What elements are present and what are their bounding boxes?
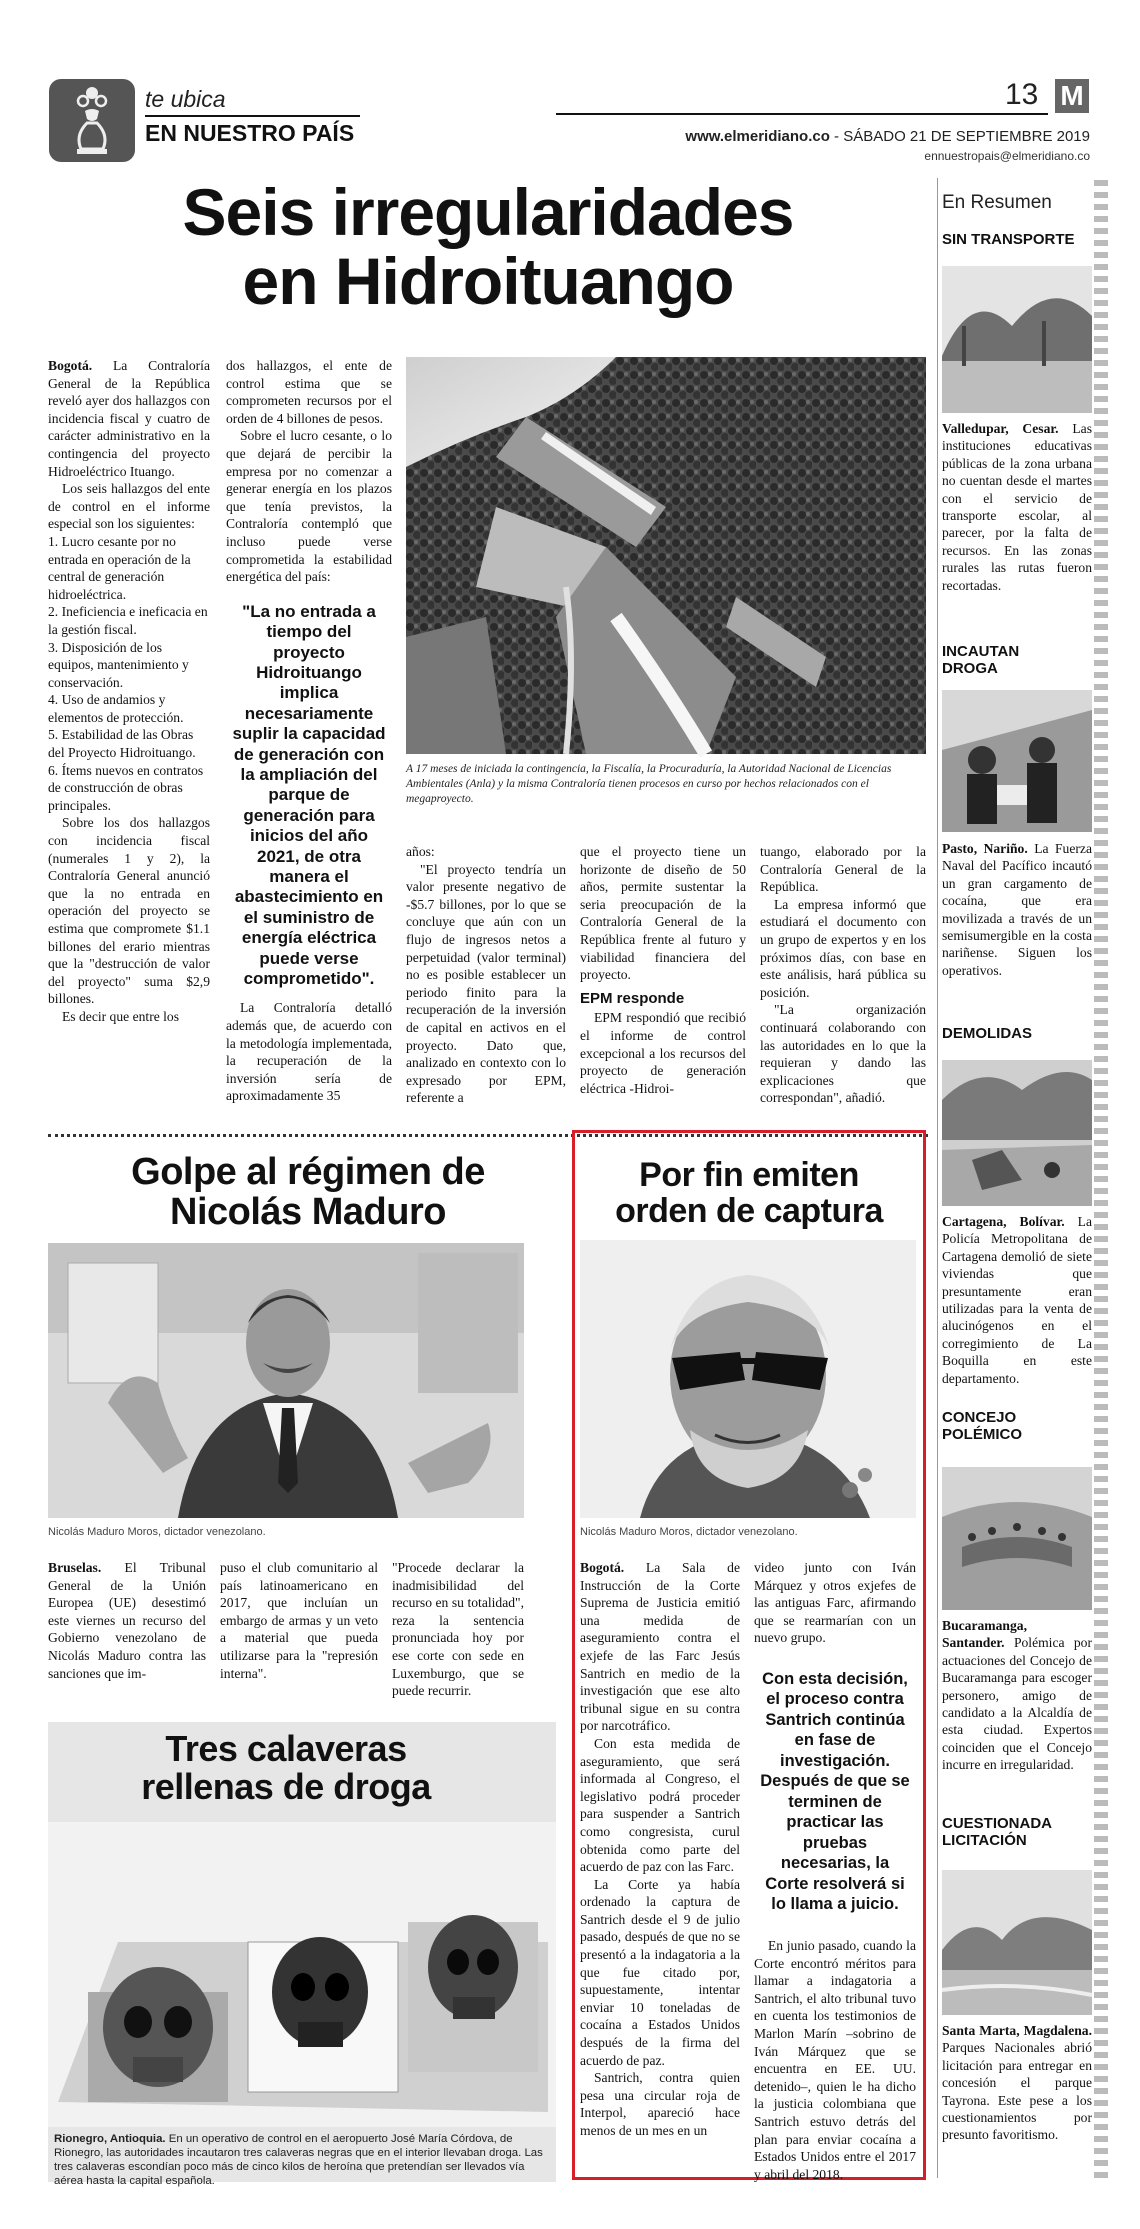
pawn-icon xyxy=(49,79,135,162)
skulls-photo xyxy=(48,1822,556,2127)
paragraph: Con esta medida de aseguramiento, que será informada al Congreso, el legislativo podrá proceder para suspender a Santrich como congresista, curul obtenida como parte del acuerdo de paz con las Farc. xyxy=(580,1735,740,1875)
paragraph: La Sala de Instrucción de la Corte Suprema de Justicia emitió una medida de aseguramiento contra el exjefe de las Farc Jesús Santrich en medio de la investigación que ese alto tribunal sigue en su contra por narcotráfico. xyxy=(580,1560,740,1734)
paragraph: En junio pasado, cuando la Corte encontró méritos para llamar a indagatoria a Santrich, el alto tribunal tuvo en cuenta los testimonios de Marlon Marín –sobrino de Iván Márquez que se encuentra en EE. UU. detenido–, quien le ha dicho la justicia colombiana que Santrich estuvo detrás del plan para enviar cocaína a Estados Unidos entre el 2017 y abril del 2018. xyxy=(754,1937,916,2182)
paragraph: "Procede declarar la inadmisibilidad del recurso en su totalidad", reza la sentencia pronunciada hoy por ese corte con sede en Luxemburgo, que se puede recurrir. xyxy=(392,1560,524,1699)
main-col-4 xyxy=(580,843,746,1133)
paragraph: La Policía Metropolitana de Cartagena demolió de siete viviendas que presuntamente eran utilizadas para la venta de alucinógenos en el corregimiento de La Boquilla en este departamento. xyxy=(942,1214,1092,1386)
dateline: Bucaramanga, Santander. xyxy=(942,1618,1027,1651)
section-email[interactable]: ennuestropais@elmeridiano.co xyxy=(924,149,1090,163)
santrich-headline-line1: Por fin emiten xyxy=(639,1156,859,1194)
findings-list: 1. Lucro cesante por no entrada en operación de la central de generación hidroeléctrica. 2. Ineficiencia e ineficacia en la gestión fiscal. 3. Disposición de los equipos, mantenimiento y conservación. 4. Uso de andamios y elementos de protección. 5. Estabilidad de las Obras del Proyecto Hidroituango. 6. Ítems nuevos en contratos de construcción de obras principales. xyxy=(48,533,208,813)
paragraph: video junto con Iván Márquez y otros exjefes de las antiguas Farc, afirmando que se rearmarían con un nuevo grupo. xyxy=(754,1560,916,1646)
dateline: Bruselas. xyxy=(48,1560,102,1575)
paragraph: El Tribunal General de la Unión Europea (UE) desestimó este viernes un recurso del Gobierno venezolano de Nicolás Maduro contra las sanciones que im- xyxy=(48,1560,206,1681)
dateline: Bogotá. xyxy=(580,1560,625,1575)
santrich-photo xyxy=(580,1240,916,1518)
maduro-photo xyxy=(48,1243,524,1518)
maduro-col-2 xyxy=(220,1559,378,1682)
sidebar-text-4 xyxy=(942,1617,1092,1774)
paragraph: tuango, elaborado por la Contraloría General de la República. xyxy=(760,844,926,895)
maduro-col-3 xyxy=(392,1559,524,1700)
sidebar-photo-4 xyxy=(942,1467,1092,1610)
dateline: Pasto, Nariño. xyxy=(942,841,1028,856)
maduro-headline xyxy=(48,1153,568,1233)
page-number: 13 xyxy=(1005,78,1039,111)
paragraph: La Corte ya había ordenado la captura de Santrich desde el 9 de julio pasado, después de que no se presentó a la indagatoria a la que fue citado por, supuestamente, intentar enviar 10 toneladas de cocaína a Estados Unidos después de la firma del acuerdo de paz. xyxy=(580,1876,740,2068)
skulls-headline-line1: Tres calaveras xyxy=(165,1728,407,1769)
header-dateline xyxy=(660,128,1090,145)
sidebar-heading-3: DEMOLIDAS xyxy=(942,1025,1032,1042)
dateline: Valledupar, Cesar. xyxy=(942,421,1059,436)
subhead: EPM responde xyxy=(580,989,685,1007)
paragraph: puso el club comunitario al país latinoamericano en 2017, que incluían un embargo de armas y un veto a material que pueda utilizarse para la "represión interna". xyxy=(220,1560,378,1681)
maduro-headline-line1: Golpe al régimen de xyxy=(131,1151,485,1193)
sidebar-text-5 xyxy=(942,2022,1092,2144)
sidebar-heading-4: CONCEJO POLÉMICO xyxy=(942,1409,1023,1443)
santrich-headline-line2: orden de captura xyxy=(615,1191,883,1230)
paragraph: La Contraloría detalló además que, de acuerdo con la metodología implementada, la recuperación de la inversión sería de aproximadamente 35 xyxy=(226,1000,392,1104)
main-col-3 xyxy=(406,843,566,1133)
dateline: Bogotá. xyxy=(48,358,93,373)
section-title: EN NUESTRO PAÍS xyxy=(145,120,355,146)
skulls-box xyxy=(48,1722,556,2187)
santrich-col-1 xyxy=(580,1559,740,2169)
main-headline xyxy=(48,175,928,319)
sidebar-heading-5: CUESTIONADA LICITACIÓN xyxy=(942,1815,1052,1849)
skulls-caption xyxy=(54,2132,548,2188)
paragraph: que el proyecto tiene un horizonte de diseño de 50 años, permite sustentar la seria preocupación de la Contraloría General de la República frente al futuro y viabilidad financiera del proyecto. xyxy=(580,844,746,983)
paragraph: La Fuerza Naval del Pacífico incautó un gran cargamento de cocaína, que era movilizada a través de un semisumergible en la costa nariñense. Siguen los operativos. xyxy=(942,841,1092,978)
dam-photo-caption: A 17 meses de iniciada la contingencia, la Fiscalía, la Procuraduría, la Autoridad Nacional de Licencias Ambientales (Anla) y la misma Contraloría tienen procesos en curso por hechos relacionados con el megaproyecto. xyxy=(406,763,892,805)
sidebar-text-1 xyxy=(942,420,1092,594)
maduro-headline-line2: Nicolás Maduro xyxy=(170,1190,446,1233)
kicker-rule xyxy=(145,115,360,117)
section-kicker: te ubica xyxy=(145,86,226,112)
santrich-photo-caption: Nicolás Maduro Moros, dictador venezolano. xyxy=(580,1526,798,1538)
sidebar-text-3 xyxy=(942,1213,1092,1387)
paragraph: Las instituciones educativas públicas de la zona urbana no cuentan desde el martes con el servicio de transporte escolar, al parecer, por la falta de recursos. En las zonas rurales las rutas fueron recortadas. xyxy=(942,421,1093,593)
sidebar-title: En Resumen xyxy=(942,192,1052,213)
dateline: Rionegro, Antioquia. xyxy=(54,2133,166,2145)
main-col-2 xyxy=(226,357,392,1137)
skull-2 xyxy=(248,1937,398,2092)
paragraph: años: xyxy=(406,844,435,859)
maduro-photo-caption: Nicolás Maduro Moros, dictador venezolano. xyxy=(48,1526,266,1538)
sidebar-rule xyxy=(937,178,938,2178)
skull-3 xyxy=(408,1915,538,2072)
skulls-headline-line2: rellenas de droga xyxy=(141,1765,431,1807)
skulls-headline xyxy=(48,1730,524,1806)
section-logo-box xyxy=(49,79,135,162)
paragraph: Santrich, contra quien pesa una circular roja de Interpol, apareció hace menos de un mes en un xyxy=(580,2070,740,2138)
sidebar-photo-3 xyxy=(942,1060,1092,1206)
sidebar-heading-1: SIN TRANSPORTE xyxy=(942,231,1075,248)
paragraph: Sobre los dos hallazgos con incidencia fiscal (numerales 1 y 2), la Contraloría General anunció que la no entrada en operación del proyecto se estima que compromete $1.1 billones del erario mientras que la "destrucción de valor del proyecto" suma $2,9 billones. xyxy=(48,815,210,1007)
paragraph: "El proyecto tendría un valor presente negativo de -$5.7 billones, por lo que se concluye que aún con un flujo de ingresos netos a perpetuidad (valor terminal) no es posible establecer un periodo finito para la recuperación de la inversión de capital en activos en el proyecto. Dato que, analizado en contexto con lo expresado por EPM, referente a xyxy=(406,861,566,1106)
masthead-logo: M xyxy=(1055,79,1089,113)
paragraph: Es decir que entre los xyxy=(62,1008,180,1024)
paragraph: "La organización continuará colaborando con las autoridades en lo que la requieran y dando las explicaciones que correspondan", añadió. xyxy=(760,1002,926,1106)
sidebar-text-2 xyxy=(942,840,1092,979)
sidebar-heading-2: INCAUTAN DROGA xyxy=(942,643,1020,677)
paragraph: La Contraloría General de la República reveló ayer dos hallazgos con incidencia fiscal y cuatro de carácter administrativo en la contingencia del proyecto Hidroeléctrico Ituango. xyxy=(48,358,210,479)
main-col-5 xyxy=(760,843,926,1133)
santrich-headline xyxy=(584,1158,914,1229)
pull-quote: "La no entrada a tiempo del proyecto Hidroituango implica necesariamente suplir la capacidad de generación con la ampliación del parque de generación para inicios del año 2021, de otra manera el abastecimiento en el suministro de energía eléctrica puede verse comprometido". xyxy=(232,601,386,989)
paragraph: La empresa informó que estudiará el documento con un grupo de expertos y en los próximos días, con base en este análisis, hará pública su posición. xyxy=(760,896,926,1000)
sidebar-photo-5 xyxy=(942,1870,1092,2015)
paragraph: Parques Nacionales abrió licitación para entregar en concesión el parque Tayrona. Este pese a los cuestionamientos por presunto favoritismo. xyxy=(942,2040,1092,2143)
santrich-col-2 xyxy=(754,1559,916,2182)
main-col-1 xyxy=(48,357,210,1137)
sidebar-photo-1 xyxy=(942,266,1092,413)
paragraph: Sobre el lucro cesante, o lo que dejará de percibir la empresa por no comenzar a generar energía en los plazos que tenía previstos, la Contraloría contempló que incluso puede verse comprometida la estabilidad energética del país: xyxy=(226,428,392,585)
date-text: - SÁBADO 21 DE SEPTIEMBRE 2019 xyxy=(829,128,1090,145)
paragraph: EPM respondió que recibió el informe de control excepcional a los recursos del proyecto de generación eléctrica -Hidroi- xyxy=(580,1010,746,1096)
santrich-pull-quote: Con esta decisión, el proceso contra Santrich continúa en fase de investigación. Después de que se terminen de practicar las pruebas necesarias, la Corte resolverá si lo llama a juicio. xyxy=(760,1669,910,1914)
sidebar-pattern xyxy=(1094,178,1108,2178)
main-headline-line2: en Hidroituango xyxy=(242,244,734,319)
main-headline-line1: Seis irregularidades xyxy=(182,175,794,249)
header-top-rule xyxy=(556,113,1048,115)
paragraph: Los seis hallazgos del ente de control en el informe especial son los siguientes: xyxy=(48,481,210,532)
caption-text: En un operativo de control en el aeropuerto José María Córdova, de Rionegro, las autoridades incautaron tres calaveras negras que en el interior llevaban droga. Las tres calaveras escondían poco más de cinco kilos de heroína que pretendían ser llevados vía aérea hasta la capital española. xyxy=(54,2133,543,2187)
paragraph: dos hallazgos, el ente de control estima que se comprometen recursos por el orden de 4 billones de pesos. xyxy=(226,358,392,426)
sidebar-photo-2 xyxy=(942,690,1092,832)
dam-photo xyxy=(406,357,926,754)
dateline: Santa Marta, Magdalena. xyxy=(942,2023,1092,2038)
website-link[interactable]: www.elmeridiano.co xyxy=(685,128,830,145)
maduro-col-1 xyxy=(48,1559,206,1682)
paragraph: Polémica por actuaciones del Concejo de Bucaramanga para escoger personero, amigo de candidato a la Alcaldía de esta ciudad. Expertos coinciden que el Concejo incurre en irregularidad. xyxy=(942,1635,1092,1773)
dateline: Cartagena, Bolívar. xyxy=(942,1214,1065,1229)
